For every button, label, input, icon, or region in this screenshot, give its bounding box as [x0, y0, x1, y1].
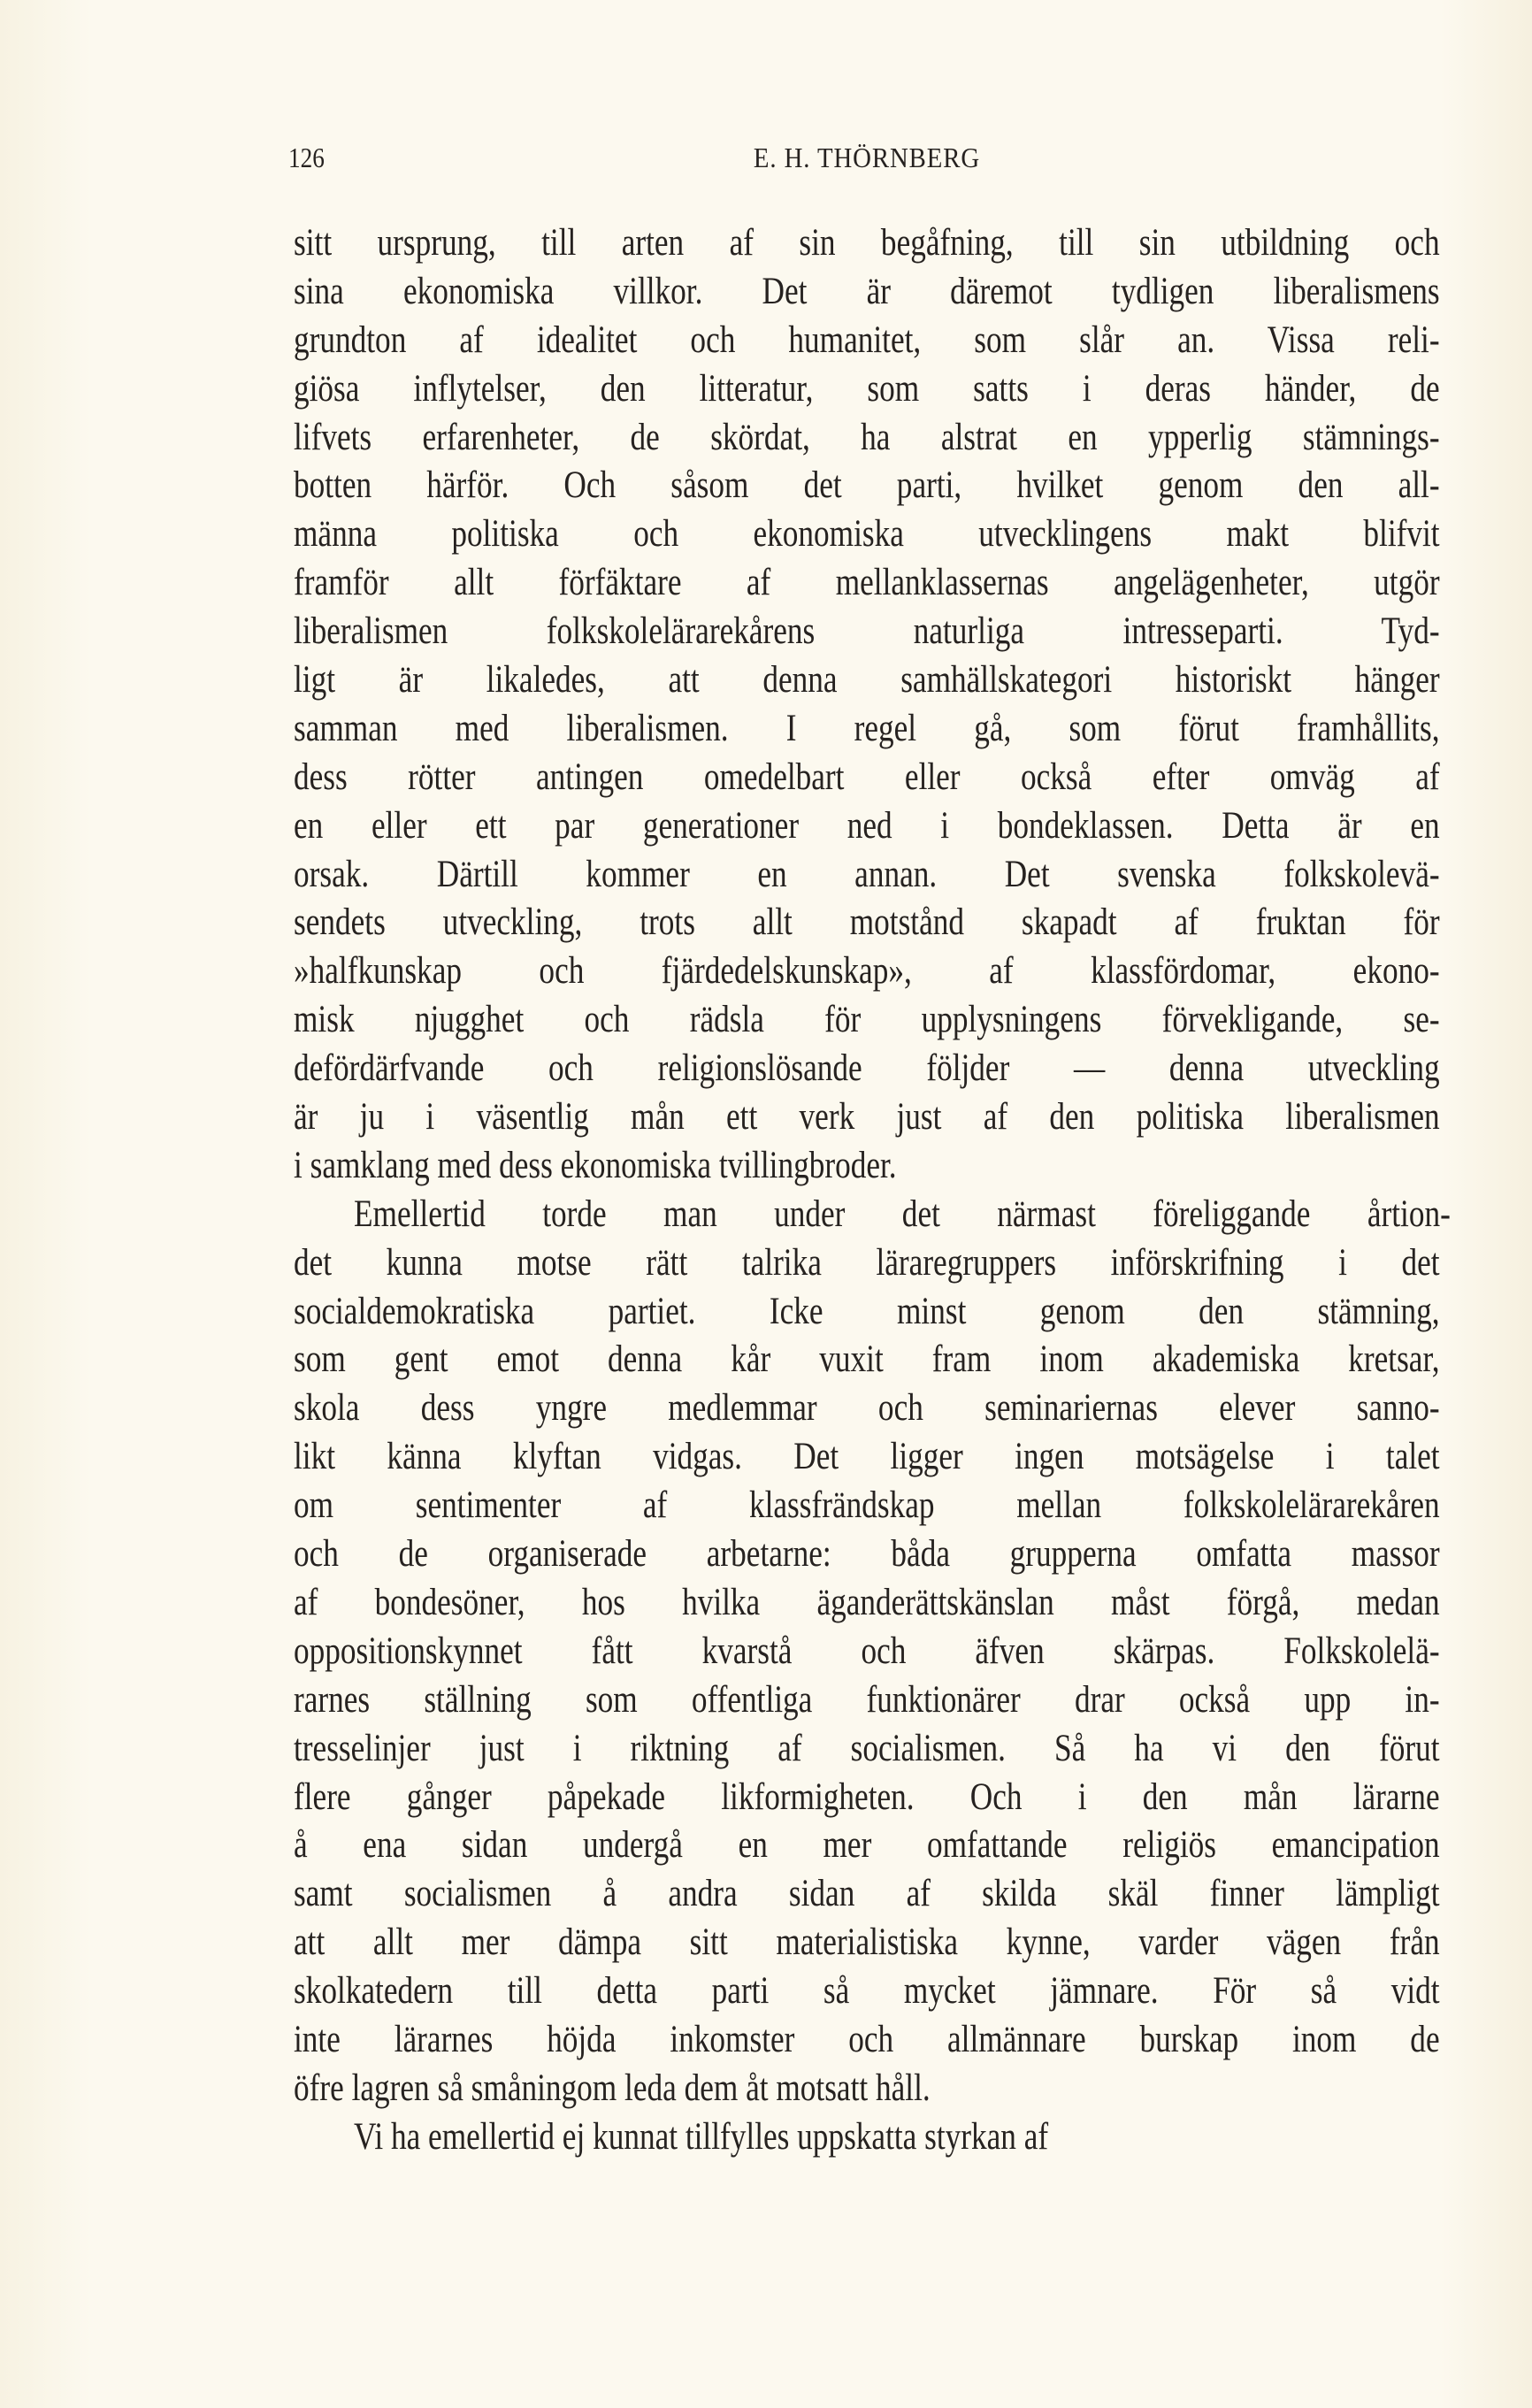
text-line — [294, 1725, 1440, 1774]
text-line — [294, 1628, 1440, 1676]
text-line-content: att allt mer dämpa sitt materialistiska kynne, varder vägen från — [294, 1921, 1440, 1964]
text-line — [294, 1870, 1440, 1919]
text-line-content: männa politiska och ekonomiska utvecklingens makt blifvit — [294, 513, 1440, 556]
text-line-content: inte lärarnes höjda inkomster och allmännare burskap inom de — [294, 2018, 1440, 2060]
text-line — [294, 559, 1440, 608]
text-line-content: samt socialismen å andra sidan af skilda skäl finner lämpligt — [294, 1873, 1440, 1915]
text-line-content: som gent emot denna kår vuxit fram inom akademiska kretsar, — [294, 1338, 1440, 1381]
text-line — [294, 1239, 1440, 1288]
text-line — [294, 1093, 1440, 1142]
text-line-content: dess rötter antingen omedelbart eller också efter omväg af — [294, 755, 1440, 798]
page-header — [288, 142, 1440, 180]
page-number: 126 — [288, 142, 325, 173]
text-line — [294, 1142, 1440, 1191]
text-line — [294, 1579, 1440, 1628]
text-line-content: rarnes ställning som offentliga funktionärer drar också upp in- — [294, 1678, 1440, 1721]
text-line — [294, 268, 1440, 317]
text-line — [294, 1967, 1440, 2016]
text-line-content: om sentimenter af klassfrändskap mellan folkskolelärarekåren — [294, 1484, 1440, 1527]
running-title: E. H. THÖRNBERG — [753, 142, 981, 173]
text-line-content: sitt ursprung, till arten af sin begåfning, till sin utbildning och — [294, 222, 1440, 264]
text-line-content: lifvets erfarenheter, de skördat, ha alstrat en ypperlig stämnings- — [294, 416, 1440, 458]
text-line-content: sendets utveckling, trots allt motstånd skapadt af fruktan för — [294, 901, 1440, 944]
text-line-content: flere gånger påpekade likformigheten. Och i den mån lärarne — [294, 1775, 1440, 1818]
text-line-content: Vi ha emellertid ej kunnat tillfylles uppskatta styrkan af — [354, 2115, 1049, 2158]
text-line — [294, 705, 1440, 754]
text-line — [294, 1676, 1440, 1725]
text-line-content: en eller ett par generationer ned i bondeklassen. Detta är en — [294, 804, 1440, 847]
text-line — [294, 1045, 1440, 1093]
text-line-content: af bondesöner, hos hvilka äganderättskänslan måst förgå, medan — [294, 1581, 1440, 1623]
text-line — [294, 899, 1440, 947]
text-line-content: misk njugghet och rädsla för upplysningens förvekligande, se- — [294, 999, 1440, 1041]
text-line — [294, 1433, 1440, 1482]
text-line — [294, 608, 1440, 656]
text-line-content: öfre lagren så småningom leda dem åt motsatt håll. — [294, 2067, 931, 2109]
body-text — [294, 219, 1451, 2162]
text-line-content: det kunna motse rätt talrika läraregruppers införskrifning i det — [294, 1241, 1440, 1284]
text-line-content: i samklang med dess ekonomiska tvillingbroder. — [294, 1144, 897, 1186]
text-line — [294, 1821, 1440, 1870]
text-line-content: likt känna klyftan vidgas. Det ligger ingen motsägelse i talet — [294, 1436, 1440, 1478]
text-line — [294, 1288, 1440, 1337]
paragraph — [294, 2113, 1440, 2162]
text-line-content: tresselinjer just i riktning af socialismen. Så ha vi den förut — [294, 1727, 1440, 1769]
text-line-content: »halfkunskap och fjärdedelskunskap», af klassfördomar, ekono- — [294, 950, 1440, 993]
text-line — [294, 2016, 1440, 2065]
text-line — [294, 510, 1440, 559]
text-line — [294, 656, 1440, 705]
text-line — [294, 1336, 1440, 1384]
text-line — [294, 802, 1440, 851]
text-line-content: botten härför. Och såsom det parti, hvilket genom den all- — [294, 464, 1440, 507]
text-line — [294, 1774, 1440, 1822]
paragraph — [294, 1191, 1451, 2113]
text-line-content: och de organiserade arbetarne: båda grupperna omfatta massor — [294, 1533, 1440, 1576]
text-line-content: å ena sidan undergå en mer omfattande religiös emancipation — [294, 1824, 1440, 1867]
text-line — [294, 996, 1440, 1045]
text-line-content: defördärfvande och religionslösande följder — denna utveckling — [294, 1047, 1440, 1090]
text-line-content: liberalismen folkskolelärarekårens naturliga intresseparti. Tyd- — [294, 610, 1440, 653]
text-line — [294, 414, 1440, 463]
text-line — [294, 754, 1440, 802]
text-line-content: Emellertid torde man under det närmast föreliggande årtion- — [354, 1192, 1451, 1235]
text-line — [294, 1482, 1440, 1530]
text-line — [294, 1919, 1440, 1967]
paragraph — [294, 219, 1440, 1191]
text-line — [294, 2113, 1440, 2162]
text-line-content: sina ekonomiska villkor. Det är däremot tydligen liberalismens — [294, 270, 1440, 312]
text-line-content: grundton af idealitet och humanitet, som slår an. Vissa reli- — [294, 318, 1440, 361]
text-line — [294, 1191, 1451, 1239]
text-line-content: skola dess yngre medlemmar och seminariernas elever sanno- — [294, 1387, 1440, 1430]
text-line-content: framför allt förfäktare af mellanklassernas angelägenheter, utgör — [294, 562, 1440, 604]
text-line-content: skolkatedern till detta parti så mycket jämnare. För så vidt — [294, 1970, 1440, 2013]
text-line — [294, 2065, 1440, 2113]
text-line — [294, 317, 1440, 365]
text-line — [294, 947, 1440, 996]
text-line — [294, 851, 1440, 900]
text-line-content: oppositionskynnet fått kvarstå och äfven skärpas. Folkskolelä- — [294, 1630, 1440, 1672]
text-line — [294, 219, 1440, 268]
text-line — [294, 1384, 1440, 1433]
text-line-content: giösa inflytelser, den litteratur, som satts i deras händer, de — [294, 367, 1440, 410]
text-line — [294, 365, 1440, 414]
text-line-content: socialdemokratiska partiet. Icke minst genom den stämning, — [294, 1290, 1440, 1332]
text-line-content: ligt är likaledes, att denna samhällskategori historiskt hänger — [294, 659, 1440, 702]
text-line-content: samman med liberalismen. I regel gå, som förut framhållits, — [294, 707, 1440, 749]
text-line — [294, 462, 1440, 510]
text-line-content: orsak. Därtill kommer en annan. Det svenska folkskolevä- — [294, 853, 1440, 895]
text-line-content: är ju i väsentlig mån ett verk just af den politiska liberalismen — [294, 1096, 1440, 1139]
text-line — [294, 1530, 1440, 1579]
